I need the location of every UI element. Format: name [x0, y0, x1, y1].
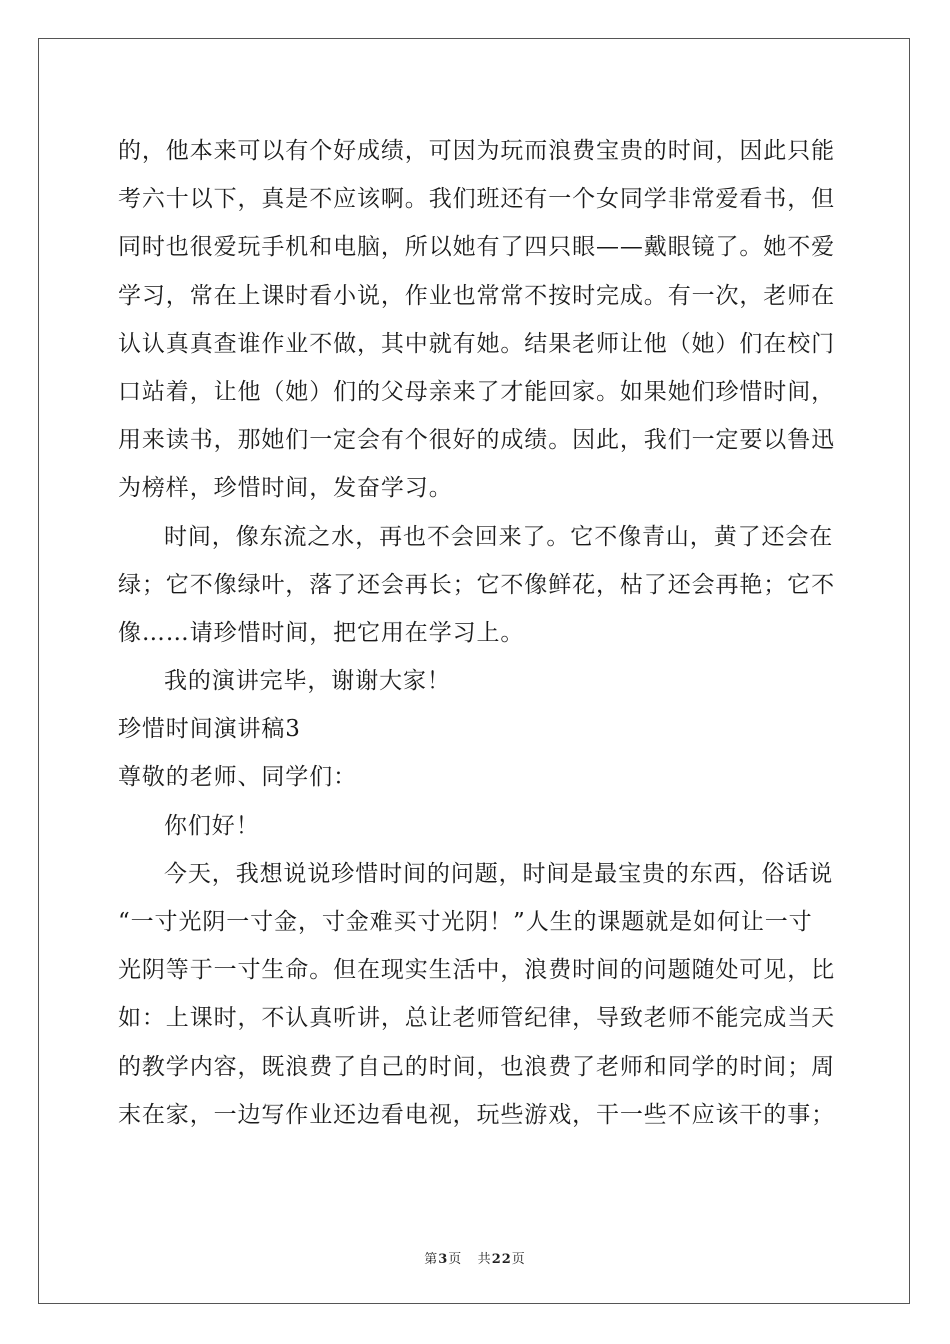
total-pages-number: 22: [491, 1252, 512, 1267]
text-line: 认认真真查谁作业不做，其中就有她。结果老师让他（她）们在校门: [118, 330, 835, 357]
footer-prefix: 第: [424, 1252, 439, 1267]
text-line: 像……请珍惜时间，把它用在学习上。: [118, 619, 525, 646]
closing-line: 我的演讲完毕，谢谢大家！: [164, 668, 451, 695]
text-line: “一寸光阴一寸金，寸金难买寸光阴！”人生的课题就是如何让一寸: [118, 909, 813, 935]
salutation: 尊敬的老师、同学们：: [118, 764, 357, 791]
text-line: 口站着，让他（她）们的父母亲来了才能回家。如果她们珍惜时间，: [118, 378, 835, 405]
footer-page-unit: 页: [448, 1252, 463, 1267]
text-line: 学习，常在上课时看小说，作业也常常不按时完成。有一次，老师在: [118, 282, 835, 309]
text-line: 的，他本来可以有个好成绩，可因为玩而浪费宝贵的时间，因此只能: [118, 138, 835, 164]
page-footer: [0, 1248, 950, 1267]
text-line: 用来读书，那她们一定会有个很好的成绩。因此，我们一定要以鲁迅: [118, 427, 835, 454]
text-line: 光阴等于一寸生命。但在现实生活中，浪费时间的问题随处可见，比: [118, 957, 835, 984]
paragraph-start: 时间，像东流之水，再也不会回来了。它不像青山，黄了还会在: [164, 523, 834, 550]
greeting: 你们好！: [164, 812, 260, 839]
paragraph-start: 今天，我想说说珍惜时间的问题，时间是最宝贵的东西，俗话说: [164, 860, 834, 887]
current-page-number: 3: [438, 1252, 449, 1267]
text-line: 为榜样，珍惜时间，发奋学习。: [118, 475, 453, 502]
text-line: 同时也很爱玩手机和电脑，所以她有了四只眼——戴眼镜了。她不爱: [118, 234, 835, 261]
text-line: 的教学内容，既浪费了自己的时间，也浪费了老师和同学的时间；周: [118, 1053, 835, 1080]
footer-total-unit: 页: [511, 1252, 526, 1267]
document-body: [118, 127, 834, 1139]
footer-total-prefix: 共: [477, 1252, 492, 1267]
text-line: 末在家，一边写作业还边看电视，玩些游戏，干一些不应该干的事；: [118, 1101, 835, 1128]
text-line: 考六十以下，真是不应该啊。我们班还有一个女同学非常爱看书，但: [118, 186, 835, 213]
text-line: 如：上课时，不认真听讲，总让老师管纪律，导致老师不能完成当天: [118, 1005, 835, 1032]
section-title: 珍惜时间演讲稿3: [118, 716, 301, 743]
text-line: 绿；它不像绿叶，落了还会再长；它不像鲜花，枯了还会再艳；它不: [118, 571, 835, 598]
